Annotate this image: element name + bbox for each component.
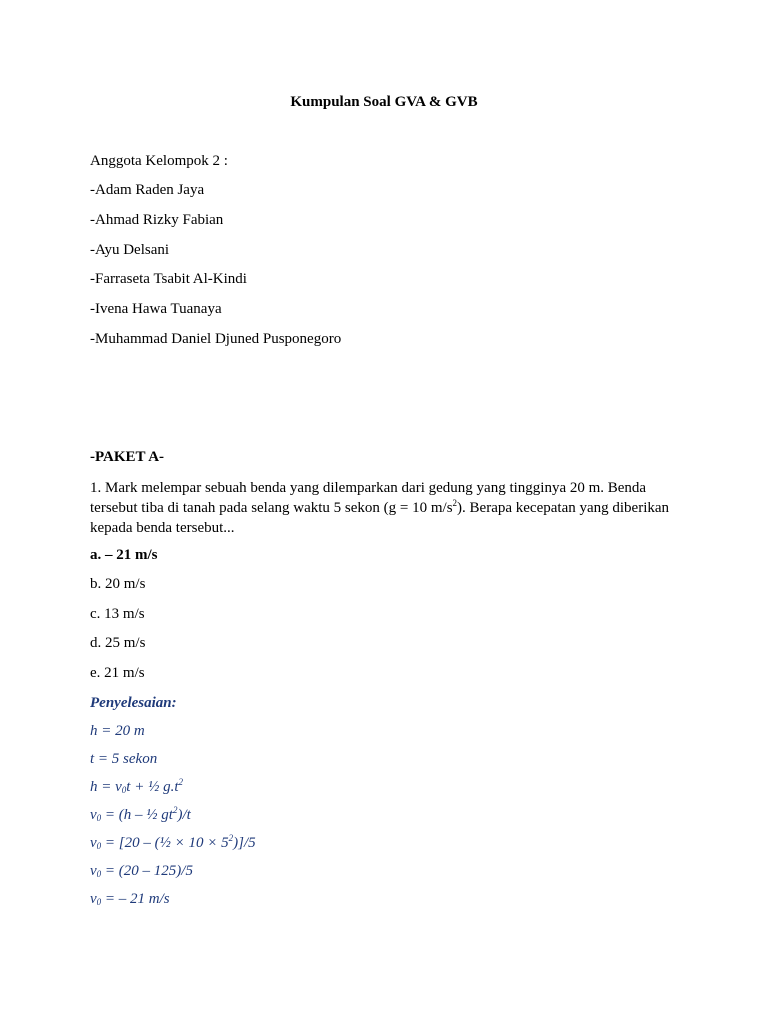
eq-superscript: 2: [172, 805, 178, 815]
option-b: b. 20 m/s: [90, 576, 146, 592]
solution-given-t: t = 5 sekon: [90, 751, 158, 767]
solution-equation: [90, 863, 193, 880]
eq-part: v: [90, 835, 97, 851]
eq-subscript: 0: [96, 841, 102, 851]
eq-part: = (h – ½ gt: [101, 807, 173, 823]
eq-part: t + ½ g.t: [126, 779, 179, 795]
eq-subscript: 0: [96, 869, 102, 879]
document-title: Kumpulan Soal GVA & GVB: [290, 94, 478, 110]
eq-subscript: 0: [96, 813, 102, 823]
solution-equation: [90, 835, 256, 852]
solution-equation: [90, 807, 191, 824]
eq-part: )/t: [177, 807, 191, 823]
option-a-correct: a. – 21 m/s: [90, 547, 158, 563]
question-text-part: ). Berapa kecepatan yang diberikan kepada benda tersebut...: [90, 500, 670, 536]
eq-part: h = v: [90, 779, 122, 795]
solution-equation: [90, 779, 183, 796]
solution-given-h: h = 20 m: [90, 723, 145, 739]
member-item: -Adam Raden Jaya: [90, 182, 205, 198]
eq-part: = – 21 m/s: [101, 891, 170, 907]
member-item: -Ivena Hawa Tuanaya: [90, 301, 222, 317]
member-item: -Farraseta Tsabit Al-Kindi: [90, 271, 247, 287]
eq-subscript: 0: [96, 897, 102, 907]
member-item: -Ahmad Rizky Fabian: [90, 212, 224, 228]
eq-part: )]/5: [233, 835, 256, 851]
eq-part: v: [90, 891, 97, 907]
solution-heading: Penyelesaian:: [90, 695, 177, 711]
question-text-part: 1. Mark melempar sebuah benda yang dilemparkan dari gedung yang tingginya 20 m. Benda tersebut tiba di tanah pada selang waktu 5 sekon (g = 10 m/s: [90, 480, 647, 516]
eq-part: v: [90, 807, 97, 823]
eq-part: = (20 – 125)/5: [101, 863, 193, 879]
eq-subscript: 0: [121, 785, 127, 795]
solution-result: [90, 891, 170, 908]
eq-superscript: 2: [228, 833, 234, 843]
member-item: -Ayu Delsani: [90, 242, 170, 258]
option-c: c. 13 m/s: [90, 606, 145, 622]
eq-superscript: 2: [178, 777, 183, 787]
eq-part: v: [90, 863, 97, 879]
question-1: [90, 478, 680, 538]
members-heading: Anggota Kelompok 2 :: [90, 153, 228, 169]
eq-part: = [20 – (½ × 10 × 5: [101, 835, 229, 851]
question-superscript: 2: [452, 498, 458, 508]
packet-label: -PAKET A-: [90, 449, 165, 465]
member-item: -Muhammad Daniel Djuned Pusponegoro: [90, 331, 342, 347]
option-d: d. 25 m/s: [90, 635, 146, 651]
option-e: e. 21 m/s: [90, 665, 145, 681]
